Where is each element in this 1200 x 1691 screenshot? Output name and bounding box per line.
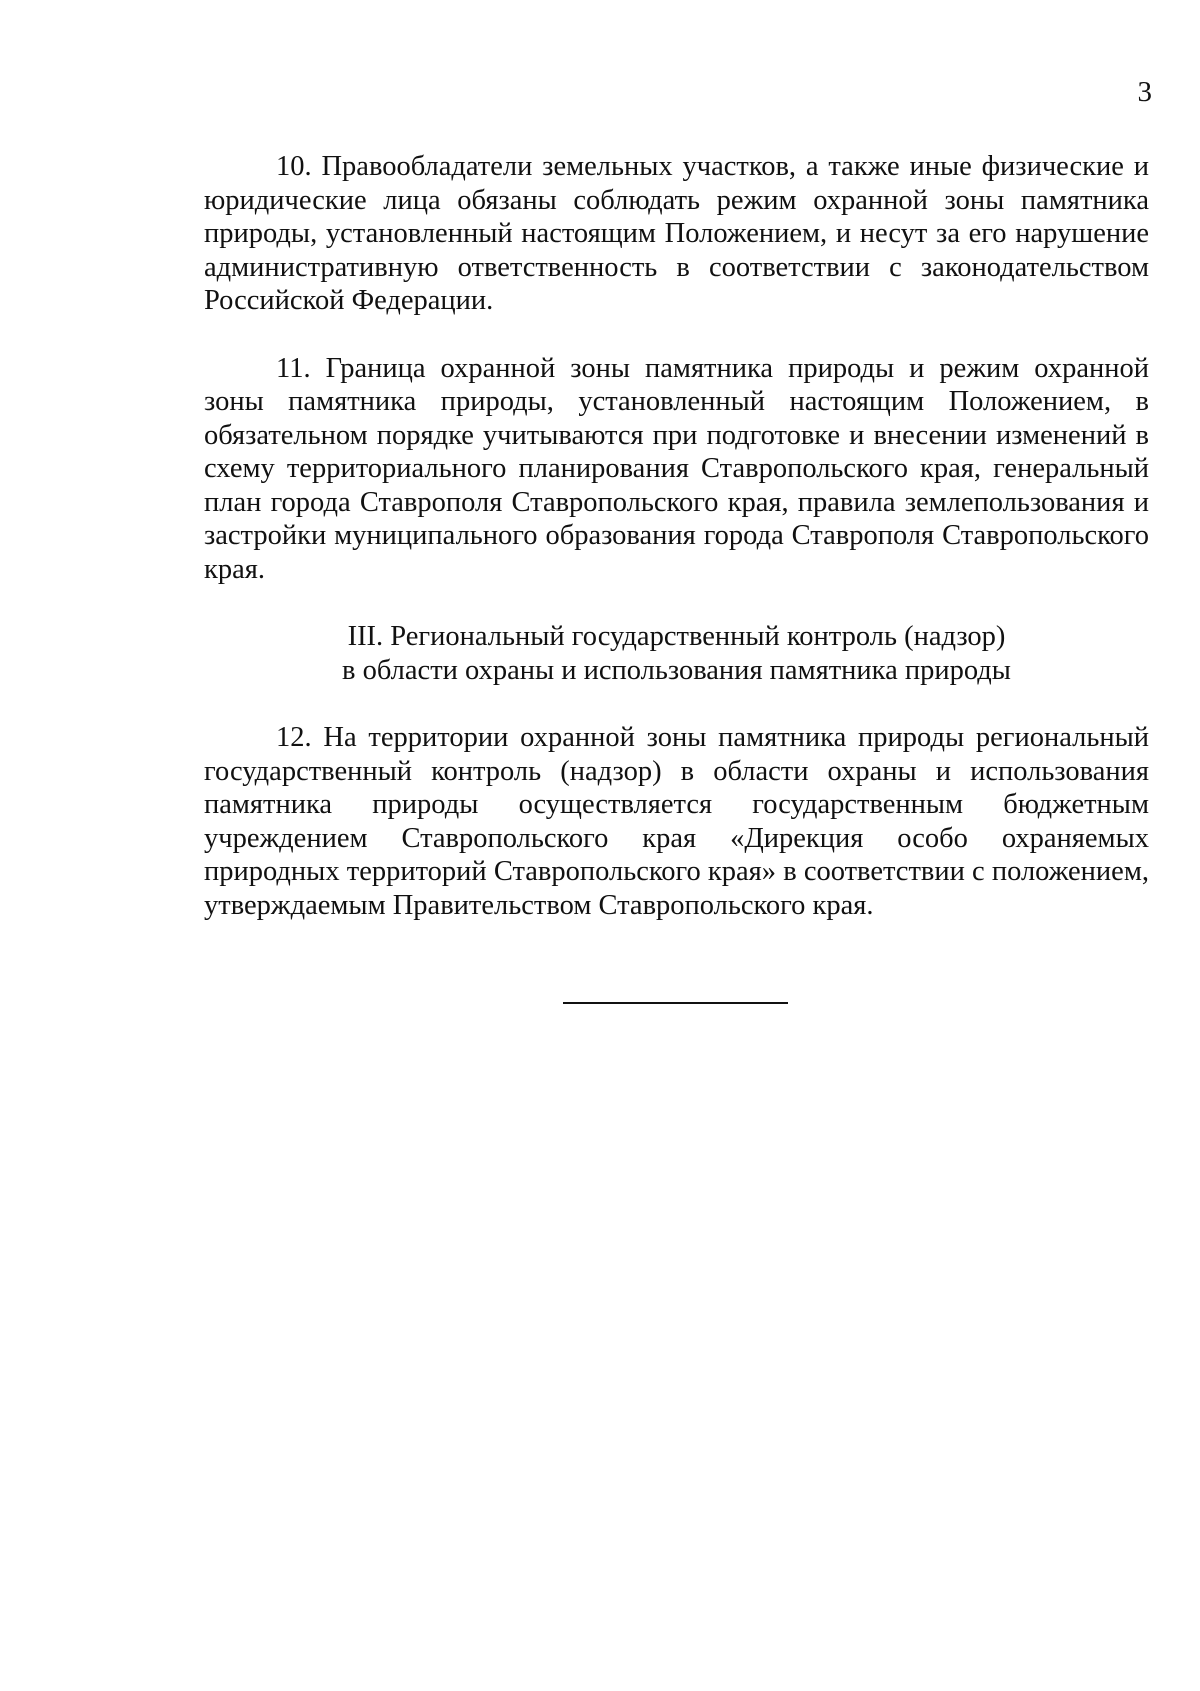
paragraph-12: 12. На территории охранной зоны памятника природы региональный государственный контроль (надзор) в области охраны и использования памятника природы осуществляется государственным бюджетным учреждением Ставропольского края «Дирекция особо охраняемых природных территорий Ставропольского края» в соответствии с положением, утверждаемым Правительством Ставропольского края.: [204, 722, 1149, 921]
paragraph-10: 10. Правообладатели земельных участков, а также иные физические и юридические лица обязаны соблюдать режим охранной зоны памятника природы, установленный настоящим Положением, и несут за его нарушение административную ответственность в соответствии с законодательством Российской Федерации.: [204, 151, 1149, 316]
document-body: [204, 150, 1149, 922]
section-heading-3: [204, 620, 1149, 687]
paragraph-11: 11. Граница охранной зоны памятника природы и режим охранной зоны памятника природы, установленный настоящим Положением, в обязательном порядке учитываются при подготовке и внесении изменений в схему территориального планирования Ставропольского края, генеральный план города Ставрополя Ставропольского края, правила землепользования и застройки муниципального образования города Ставрополя Ставропольского края.: [204, 352, 1149, 585]
section-heading-line-1: III. Региональный государственный контроль (надзор): [347, 621, 1006, 652]
section-heading-line-2: в области охраны и использования памятника природы: [342, 654, 1011, 686]
end-of-document-rule: [563, 1002, 788, 1004]
page-number: 3: [1137, 76, 1152, 108]
